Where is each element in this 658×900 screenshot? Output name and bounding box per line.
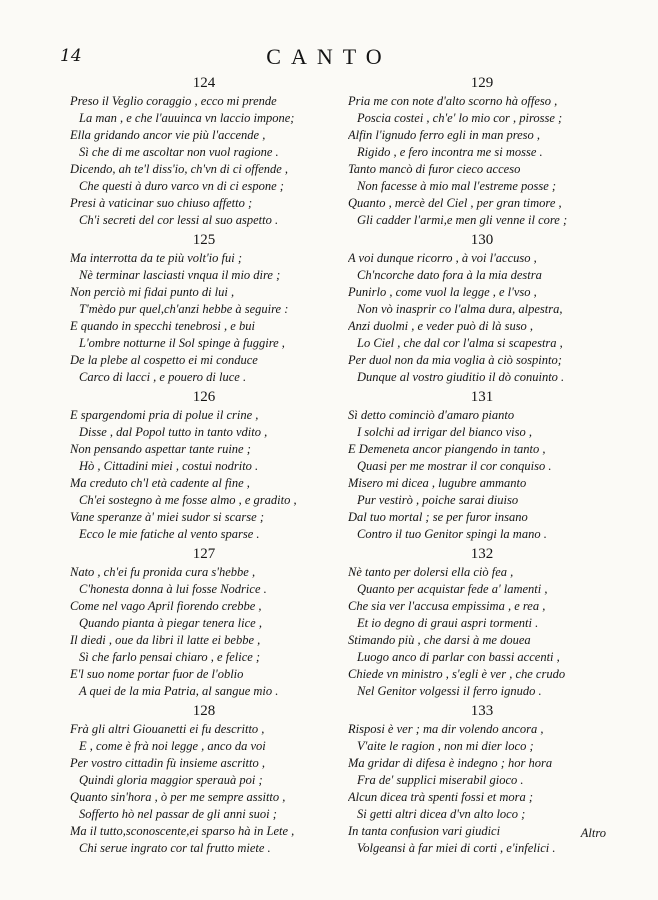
verse-line: Misero mi dicea , lugubre ammanto [348,476,527,490]
verse-line: Volgeansi à far miei di corti , e'infelici . [357,841,556,855]
verse-line: Ma interrotta da te più volt'io fui ; [70,251,242,265]
verse-line: Ch'ncorche dato fora à la mia destra [357,268,542,282]
verse-line: Luogo anco di parlar con bassi accenti , [357,650,560,664]
stanza-number: 132 [470,546,494,562]
verse-line: Che sia ver l'accusa empissima , e rea , [348,599,546,613]
verse-line: Stimando più , che darsi à me douea [348,633,531,647]
verse-line: Chi serue ingrato cor tal frutto miete . [79,841,271,855]
verse-line: Alcun dicea trà spenti fossi et mora ; [348,790,534,804]
verse-line: Si getti altri dicea d'vn alto loco ; [357,807,526,821]
verse-line: Non facesse à mio mal l'estreme posse ; [357,179,557,193]
verse-line: L'ombre notturne il Sol spinge à fuggire , [79,336,285,350]
verse-line: C'honesta donna à lui fosse Nodrice . [79,582,267,596]
verse-line: Quasi per me mostrar il cor conquiso . [357,459,552,473]
verse-line: Presi à vaticinar suo chiuso affetto ; [70,196,253,210]
stanza-number: 131 [470,389,494,405]
stanza [70,702,338,859]
stanza [348,388,616,545]
stanza [70,545,338,702]
verse-line: Tanto mancò di furor cieco acceso [348,162,521,176]
verse-line: Ma gridar di difesa è indegno ; hor hora [348,756,553,770]
verse-line: De la plebe al cospetto ei mi conduce [70,353,258,367]
verse-line: E'l suo nome portar fuor de l'oblio [70,667,244,681]
verse-line: Pur vestirò , poiche sarai diuiso [357,493,519,507]
verse-line: A quei de la mia Patria, al sangue mio . [79,684,279,698]
verse-line: Ch'i secreti del cor lessi al suo aspetto . [79,213,279,227]
stanza [348,702,616,859]
verse-line: V'aite le ragion , non mi dier loco ; [357,739,534,753]
verse-line: Sì detto cominciò d'amaro pianto [348,408,515,422]
verse-line: Dunque al vostro giuditio il dò conuinto . [357,370,565,384]
verse-line: Dicendo, ah te'l diss'io, ch'vn di ci offende , [70,162,289,176]
stanza [348,231,616,388]
verse-line: I solchi ad irrigar del bianco viso , [357,425,532,439]
verse-line: Lo Ciel , che dal cor l'alma si scapestra , [357,336,563,350]
verse-line: Quanto sin'hora , ò per me sempre assitto , [70,790,286,804]
verse-line: E quando in specchi tenebrosi , e bui [70,319,255,333]
verse-line: Nè terminar lasciasti vnqua il mio dire ; [79,268,281,282]
stanza-number: 124 [192,75,216,91]
stanza [70,74,338,231]
verse-line: Punirlo , come vuol la legge , e l'vso , [348,285,537,299]
verse-line: E spargendomi pria di polue il crine , [70,408,259,422]
verse-line: Nel Genitor volgessi il ferro ignudo . [357,684,542,698]
stanza [70,388,338,545]
verse-line: Alfin l'ignudo ferro egli in man preso , [348,128,541,142]
verse-line: T'mèdo pur quel,ch'anzi hebbe à seguire : [79,302,289,316]
verse-line: Ecco le mie fatiche al vento sparse . [79,527,260,541]
running-title: CANTO [266,44,392,69]
verse-line: Et io degno di graui aspri tormenti . [357,616,539,630]
verse-line: Nè tanto per dolersi ella ciò fea , [348,565,514,579]
verse-line: Non perciò mi fidai punto di lui , [70,285,235,299]
verse-line: Quanto , mercè del Ciel , per gran timore , [348,196,562,210]
verse-line: Ch'ei sostegno à me fosse almo , e gradito , [79,493,297,507]
stanza-number: 130 [470,232,494,248]
verse-line: In tanta confusion vari giudici [348,824,501,838]
stanza-number: 127 [192,546,216,562]
verse-line: Risposi è ver ; ma dir volendo ancora , [348,722,544,736]
verse-line: Ma creduto ch'l età cadente al fine , [70,476,250,490]
verse-line: Dal tuo mortal ; se per furor insano [348,510,528,524]
verse-line: Nato , ch'ei fu pronida cura s'hebbe , [70,565,256,579]
stanza [348,74,616,231]
verse-line: Hò , Cittadini miei , costui nodrito . [79,459,259,473]
verse-line: Vane speranze à' miei sudor si scarse ; [70,510,264,524]
verse-line: Pria me con note d'alto scorno hà offeso , [348,94,558,108]
verse-line: Non pensando aspettar tante ruine ; [70,442,251,456]
verse-line: Sì che farlo pensai chiaro , e felice ; [79,650,261,664]
verse-line: Quindi gloria maggior sperauà poi ; [79,773,263,787]
verse-line: Ella gridando ancor vie più l'accende , [70,128,266,142]
verse-line: Quando pianta à piegar tenera lice , [79,616,262,630]
right-column [348,74,616,859]
verse-line: Per duol non da mia voglia à ciò sospinto; [348,353,562,367]
stanza [70,231,338,388]
verse-line: Che questi à duro varco vn di ci espone ; [79,179,284,193]
verse-line: Chiede vn ministro , s'egli è ver , che crudo [348,667,566,681]
stanza-number: 129 [470,75,494,91]
stanza [348,545,616,702]
verse-line: Frà gli altri Giouanetti ei fu descritto , [70,722,265,736]
verse-line: Anzi duolmi , e veder può di là suso , [348,319,534,333]
verse-line: Il diedi , oue da libri il latte ei bebbe , [70,633,261,647]
verse-line: Ma il tutto,sconoscente,ei sparso hà in Lete , [70,824,295,838]
verse-line: E , come è frà noi legge , anco da voi [79,739,266,753]
catchword: Altro [580,826,606,840]
page-number: 14 [60,46,82,66]
verse-line: Fra de' supplici miserabil gioco . [357,773,524,787]
stanza-number: 126 [192,389,216,405]
stanza-number: 128 [192,703,216,719]
verse-line: Per vostro cittadin fù insieme ascritto , [70,756,266,770]
stanza-number: 133 [470,703,494,719]
verse-line: Sì che di me ascoltar non vuol ragione . [79,145,279,159]
verse-line: Non vò inasprir co l'alma dura, alpestra, [357,302,563,316]
verse-line: Contro il tuo Genitor spingi la mano . [357,527,547,541]
verse-line: Gli cadder l'armi,e men gli venne il core ; [357,213,568,227]
verse-line: Poscia costei , ch'e' lo mio cor , pirosse ; [357,111,563,125]
verse-line: Quanto per acquistar fede a' lamenti , [357,582,548,596]
left-column [70,74,338,859]
verse-line: Disse , dal Popol tutto in tanto vdito , [79,425,268,439]
verse-line: Sofferto hò nel passar de gli anni suoi ; [79,807,277,821]
verse-line: La man , e che l'auuinca vn laccio impone; [79,111,295,125]
verse-line: Preso il Veglio coraggio , ecco mi prende [70,94,277,108]
verse-line: E Demeneta ancor piangendo in tanto , [348,442,546,456]
stanza-number: 125 [192,232,216,248]
verse-line: Rigido , e fero incontra me si mosse . [357,145,543,159]
verse-line: Carco di lacci , e pouero di luce . [79,370,247,384]
verse-line: A voi dunque ricorro , à voi l'accuso , [348,251,537,265]
verse-line: Come nel vago April fiorendo crebbe , [70,599,262,613]
